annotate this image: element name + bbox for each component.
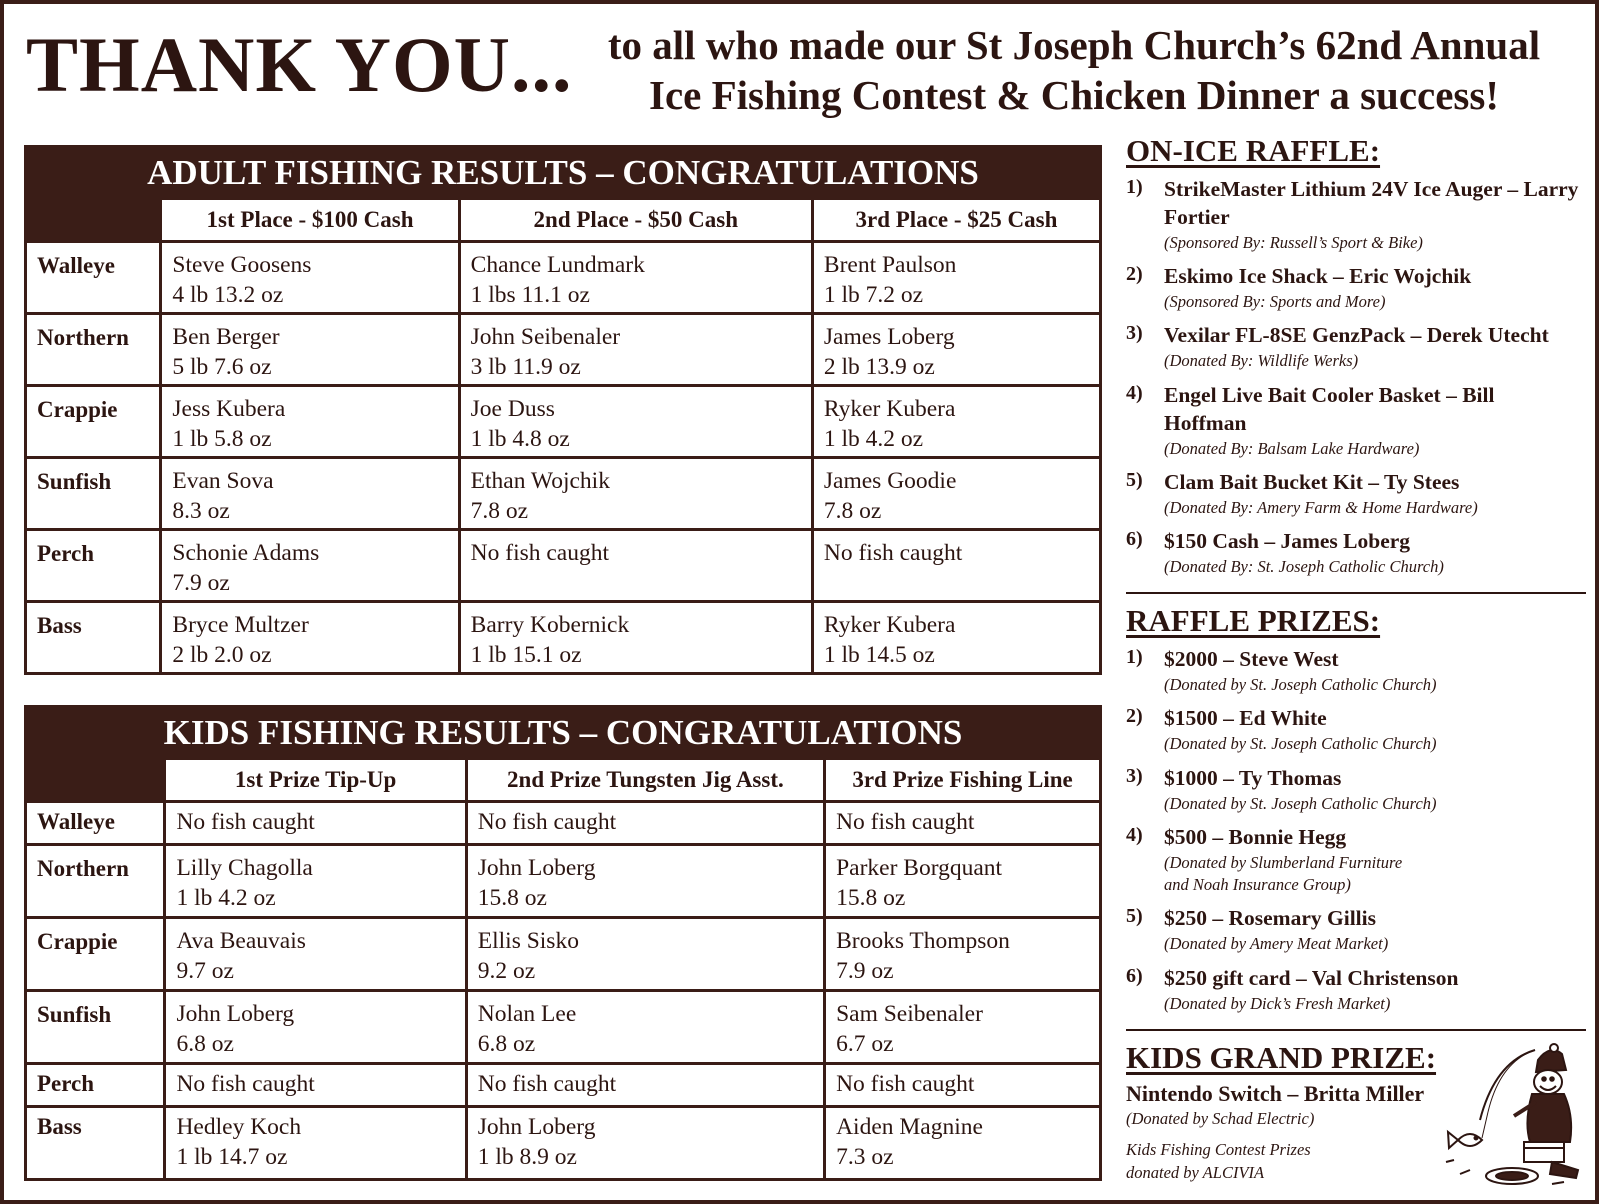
table-row [26, 602, 1101, 674]
angler-name: No fish caught [477, 809, 617, 835]
sponsor-note: (Sponsored By: Sports and More) [1164, 292, 1386, 312]
fish-weight: 4 lb 13.2 oz [172, 282, 284, 308]
adult-results-banner: ADULT FISHING RESULTS – CONGRATULATIONS [26, 147, 1101, 199]
adult-col-2nd-header: 2nd Place - $50 Cash [459, 199, 812, 242]
kids-grand-prize-title: KIDS GRAND PRIZE: [1126, 1039, 1437, 1075]
prize-winner: StrikeMaster Lithium 24V Ice Auger – Larry Fortier [1164, 177, 1579, 230]
result-cell [812, 602, 1100, 674]
result-cell [165, 991, 466, 1064]
angler-name: Jess Kubera [172, 396, 286, 422]
adult-col-1st-header: 1st Place - $100 Cash [161, 199, 459, 242]
sponsor-note: (Donated By: Balsam Lake Hardware) [1164, 438, 1420, 458]
sponsor-note: (Donated by Amery Meat Market) [1164, 934, 1389, 954]
angler-name: John Loberg [477, 1114, 596, 1140]
list-item [1126, 382, 1582, 460]
result-cell [161, 458, 459, 530]
table-row [26, 918, 1101, 991]
list-item [1126, 646, 1582, 696]
angler-name: Bryce Multzer [172, 612, 309, 638]
fish-weight: 7.9 oz [172, 570, 230, 596]
angler-name: Schonie Adams [172, 540, 320, 566]
kids-col-2nd-header: 2nd Prize Tungsten Jig Asst. [466, 759, 824, 802]
angler-name: James Goodie [823, 468, 957, 494]
category-label: Crappie [26, 918, 165, 991]
result-cell [812, 458, 1100, 530]
angler-name: John Loberg [176, 1001, 295, 1027]
item-number: 4) [1126, 381, 1143, 404]
angler-name: No fish caught [823, 540, 963, 566]
angler-name: Evan Sova [172, 468, 274, 494]
result-cell [812, 242, 1100, 314]
fish-weight: 7.8 oz [470, 498, 529, 524]
angler-name: Ellis Sisko [477, 928, 579, 954]
adult-results-table [24, 145, 1102, 675]
table-row [26, 314, 1101, 386]
item-number: 6) [1126, 527, 1143, 550]
fish-weight: 1 lb 4.2 oz [823, 426, 924, 452]
table-row [26, 991, 1101, 1064]
result-cell [825, 918, 1101, 991]
result-cell [812, 530, 1100, 602]
angler-name: Nolan Lee [477, 1001, 577, 1027]
result-cell [466, 802, 824, 845]
fish-weight: 7.8 oz [823, 498, 882, 524]
sponsor-note: (Donated by St. Joseph Catholic Church) [1164, 675, 1437, 695]
angler-name: Joe Duss [470, 396, 555, 422]
on-ice-raffle-list [1126, 176, 1582, 578]
prize-winner: Vexilar FL-8SE GenzPack – Derek Utecht [1164, 323, 1549, 348]
header-subtitle [564, 20, 1584, 120]
fish-weight: 1 lb 8.9 oz [477, 1144, 577, 1170]
angler-name: Sam Seibenaler [836, 1001, 983, 1027]
list-item [1126, 905, 1582, 955]
list-item [1126, 263, 1582, 313]
angler-name: No fish caught [176, 809, 315, 835]
result-cell [825, 802, 1101, 845]
kids-col-3rd-header: 3rd Prize Fishing Line [825, 759, 1101, 802]
result-cell [161, 314, 459, 386]
fish-weight: 15.8 oz [836, 885, 906, 911]
category-label: Perch [26, 530, 161, 602]
result-cell [825, 1107, 1101, 1180]
list-item [1126, 765, 1582, 815]
table-row [26, 845, 1101, 918]
angler-name: No fish caught [836, 809, 975, 835]
kids-results-banner: KIDS FISHING RESULTS – CONGRATULATIONS [26, 707, 1101, 759]
category-label: Northern [26, 314, 161, 386]
fish-weight: 6.8 oz [176, 1031, 234, 1057]
raffle-prizes-title: RAFFLE PRIZES: [1126, 603, 1381, 639]
section-divider [1126, 592, 1586, 594]
result-cell [459, 314, 812, 386]
list-item [1126, 322, 1582, 372]
table-row [26, 1107, 1101, 1180]
item-number: 4) [1126, 823, 1143, 846]
table-corner [26, 199, 161, 242]
angler-name: Ethan Wojchik [470, 468, 610, 494]
sponsor-note: (Donated By: Amery Farm & Home Hardware) [1164, 497, 1478, 517]
result-cell [812, 386, 1100, 458]
list-item [1126, 705, 1582, 755]
angler-name: No fish caught [477, 1071, 617, 1097]
angler-name: Parker Borgquant [836, 855, 1003, 881]
angler-name: Barry Kobernick [470, 612, 630, 638]
header-line-1: to all who made our St Joseph Church’s 62nd Annual [607, 22, 1541, 68]
prize-winner: Eskimo Ice Shack – Eric Wojchik [1164, 264, 1472, 289]
angler-name: Aiden Magnine [836, 1114, 983, 1140]
item-number: 5) [1126, 905, 1143, 928]
table-row [26, 1064, 1101, 1107]
prize-winner: $1000 – Ty Thomas [1164, 765, 1342, 790]
list-item [1126, 965, 1582, 1015]
category-label: Bass [26, 1107, 165, 1180]
list-item [1126, 176, 1582, 254]
fish-weight: 6.8 oz [477, 1031, 536, 1057]
table-corner [26, 759, 165, 802]
result-cell [165, 802, 466, 845]
sponsor-note: (Donated by St. Joseph Catholic Church) [1164, 793, 1437, 813]
result-cell [466, 1064, 824, 1107]
item-number: 2) [1126, 263, 1143, 286]
result-cell [466, 845, 824, 918]
result-cell [161, 386, 459, 458]
category-label: Walleye [26, 242, 161, 314]
grand-prize-winner: Nintendo Switch – Britta Miller [1126, 1080, 1425, 1106]
category-label: Walleye [26, 802, 165, 845]
fish-weight: 1 lb 14.5 oz [823, 642, 935, 668]
prize-winner: Engel Live Bait Cooler Basket – Bill Hoffman [1164, 382, 1495, 435]
adult-col-3rd-header: 3rd Place - $25 Cash [812, 199, 1100, 242]
item-number: 3) [1126, 764, 1143, 787]
sponsor-note-continued: and Noah Insurance Group) [1164, 875, 1351, 895]
result-cell [466, 918, 824, 991]
sponsor-note: (Donated by Dick’s Fresh Market) [1164, 993, 1391, 1013]
item-number: 2) [1126, 705, 1143, 728]
result-cell [459, 602, 812, 674]
category-label: Perch [26, 1064, 165, 1107]
grand-prize-sponsor: (Donated by Schad Electric) [1126, 1108, 1315, 1128]
fish-weight: 1 lb 4.8 oz [470, 426, 570, 452]
list-item [1126, 528, 1582, 578]
category-label: Bass [26, 602, 161, 674]
fish-weight: 9.2 oz [477, 958, 536, 984]
result-cell [161, 602, 459, 674]
angler-name: Hedley Koch [176, 1114, 302, 1140]
on-ice-raffle-title: ON-ICE RAFFLE: [1126, 133, 1381, 168]
result-cell [825, 1064, 1101, 1107]
result-cell [466, 991, 824, 1064]
kids-prizes-note-2: donated by ALCIVIA [1126, 1163, 1265, 1183]
category-label: Sunfish [26, 458, 161, 530]
table-row [26, 386, 1101, 458]
fish-weight: 1 lb 4.2 oz [176, 885, 276, 911]
item-number: 1) [1126, 176, 1143, 199]
kids-prizes-note-1: Kids Fishing Contest Prizes [1126, 1139, 1311, 1159]
sponsor-note: (Donated By: St. Joseph Catholic Church) [1164, 556, 1444, 576]
result-cell [165, 918, 466, 991]
fish-weight: 5 lb 7.6 oz [172, 354, 272, 380]
result-cell [165, 1064, 466, 1107]
section-divider [1126, 1029, 1586, 1031]
category-label: Northern [26, 845, 165, 918]
fish-weight: 1 lb 7.2 oz [823, 282, 924, 308]
list-item [1126, 824, 1582, 896]
fish-weight: 7.9 oz [836, 958, 894, 984]
table-row [26, 242, 1101, 314]
angler-name: Lilly Chagolla [176, 855, 313, 881]
header-line-2: Ice Fishing Contest & Chicken Dinner a success! [649, 72, 1499, 119]
category-label: Crappie [26, 386, 161, 458]
sponsor-note: (Donated by Slumberland Furniture [1164, 852, 1403, 872]
angler-name: John Seibenaler [470, 324, 621, 350]
angler-name: Ava Beauvais [176, 928, 306, 954]
table-row [26, 802, 1101, 845]
sponsor-note: (Donated by St. Joseph Catholic Church) [1164, 734, 1437, 754]
fish-weight: 9.7 oz [176, 958, 234, 984]
fish-weight: 1 lb 14.7 oz [176, 1144, 288, 1170]
item-number: 3) [1126, 322, 1143, 345]
result-cell [165, 1107, 466, 1180]
fish-weight: 7.3 oz [836, 1144, 894, 1170]
item-number: 1) [1126, 646, 1143, 669]
item-number: 5) [1126, 468, 1143, 491]
sponsor-note: (Sponsored By: Russell’s Sport & Bike) [1164, 232, 1423, 252]
angler-name: Ryker Kubera [823, 612, 956, 638]
raffle-prizes-list [1126, 646, 1582, 1014]
ice-fisherman-cartoon-icon [1440, 1042, 1590, 1192]
angler-name: Steve Goosens [172, 252, 312, 278]
prize-winner: Clam Bait Bucket Kit – Ty Stees [1164, 469, 1460, 494]
fish-weight: 15.8 oz [477, 885, 547, 911]
result-cell [459, 530, 812, 602]
result-cell [825, 845, 1101, 918]
thank-you-heading: THANK YOU... [26, 21, 573, 108]
table-row [26, 458, 1101, 530]
fish-weight: 2 lb 2.0 oz [172, 642, 272, 668]
angler-name: Brooks Thompson [836, 928, 1010, 954]
fish-weight: 2 lb 13.9 oz [823, 354, 935, 380]
result-cell [466, 1107, 824, 1180]
prize-winner: $150 Cash – James Loberg [1164, 528, 1411, 553]
fish-weight: 1 lbs 11.1 oz [470, 282, 590, 308]
angler-name: Ben Berger [172, 324, 280, 350]
raffle-sidebar [1126, 134, 1582, 1184]
result-cell [161, 242, 459, 314]
item-number: 6) [1126, 964, 1143, 987]
category-label: Sunfish [26, 991, 165, 1064]
sponsor-note: (Donated By: Wildlife Werks) [1164, 351, 1359, 371]
fish-weight: 6.7 oz [836, 1031, 894, 1057]
table-row [26, 530, 1101, 602]
kids-grand-prize-section [1126, 1041, 1582, 1184]
result-cell [459, 242, 812, 314]
angler-name: Chance Lundmark [470, 252, 645, 278]
result-cell [161, 530, 459, 602]
fish-weight: 1 lb 5.8 oz [172, 426, 272, 452]
angler-name: Brent Paulson [823, 252, 957, 278]
fish-weight: 3 lb 11.9 oz [470, 354, 581, 380]
kids-results-table [24, 705, 1102, 1181]
prize-winner: $250 gift card – Val Christenson [1164, 965, 1459, 990]
angler-name: No fish caught [470, 540, 610, 566]
fish-weight: 8.3 oz [172, 498, 230, 524]
prize-winner: $500 – Bonnie Hegg [1164, 824, 1347, 849]
angler-name: James Loberg [823, 324, 955, 350]
result-cell [459, 458, 812, 530]
angler-name: John Loberg [477, 855, 596, 881]
fish-weight: 1 lb 15.1 oz [470, 642, 582, 668]
prize-winner: $2000 – Steve West [1164, 647, 1339, 672]
prize-winner: $250 – Rosemary Gillis [1164, 906, 1376, 931]
kids-col-1st-header: 1st Prize Tip-Up [165, 759, 466, 802]
result-cell [459, 386, 812, 458]
result-cell [812, 314, 1100, 386]
result-cell [165, 845, 466, 918]
list-item [1126, 469, 1582, 519]
angler-name: Ryker Kubera [823, 396, 956, 422]
angler-name: No fish caught [836, 1071, 975, 1097]
result-cell [825, 991, 1101, 1064]
prize-winner: $1500 – Ed White [1164, 706, 1327, 731]
angler-name: No fish caught [176, 1071, 315, 1097]
